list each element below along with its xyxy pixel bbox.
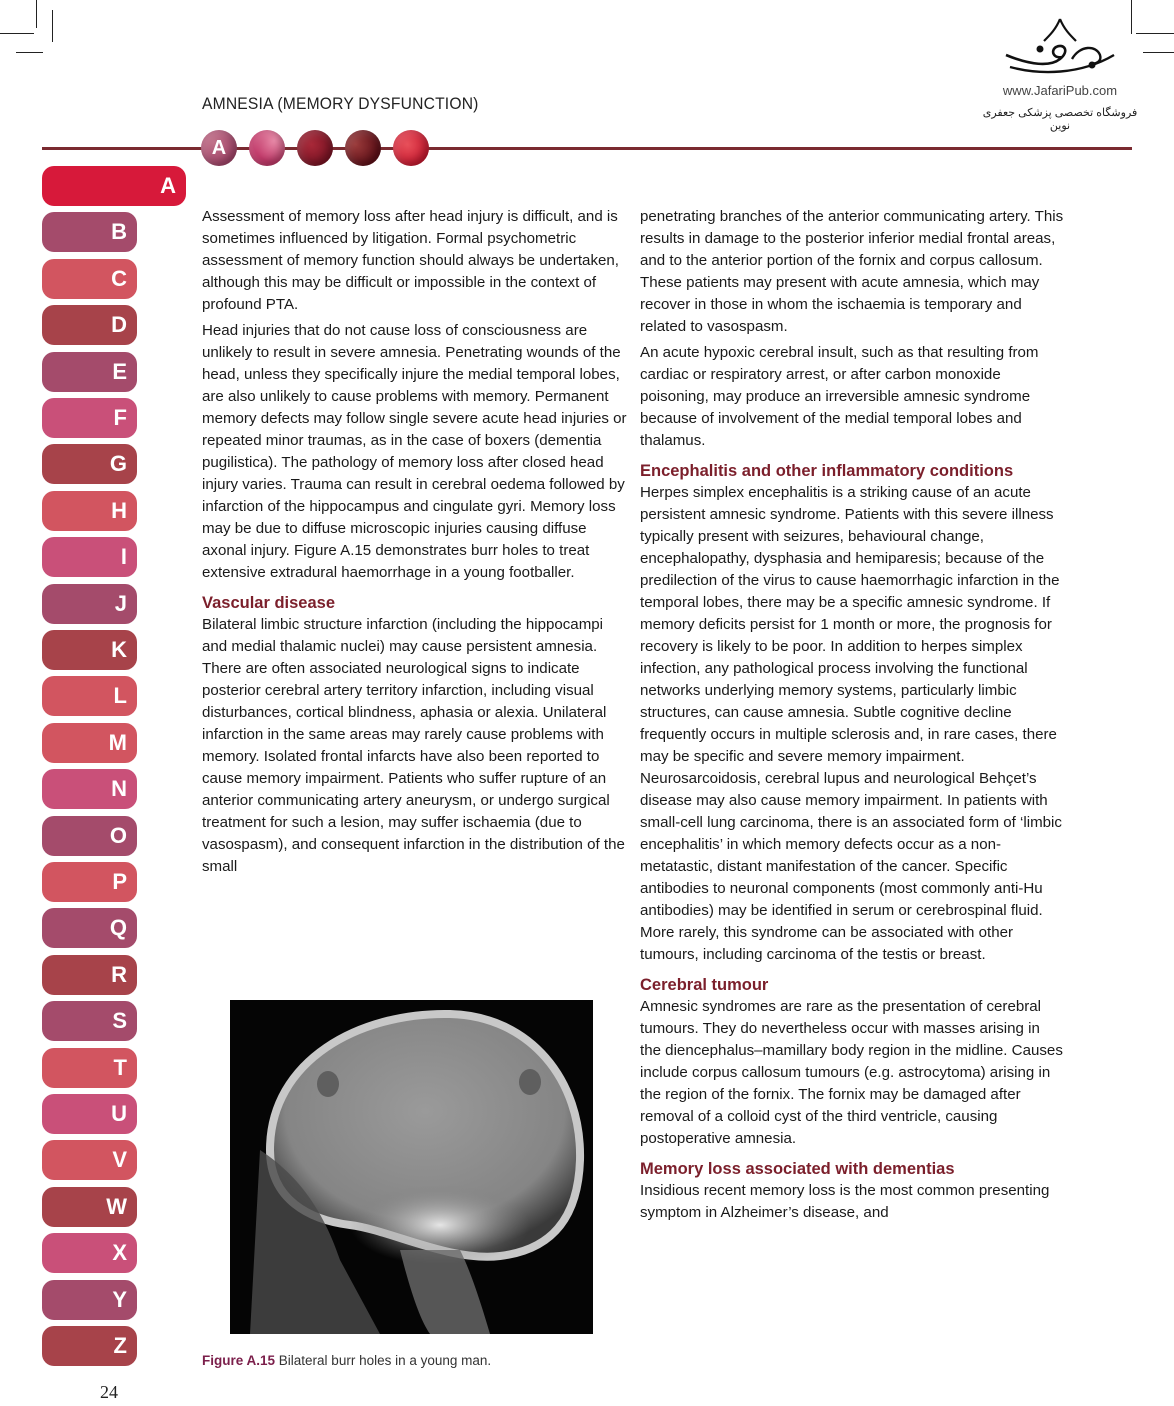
tab-label: F (113, 405, 127, 430)
tab-label: T (113, 1054, 127, 1080)
paragraph: An acute hypoxic cerebral insult, such as that resulting from cardiac or respiratory arrest, or after carbon monoxide poisoning, may produce an irreversible amnesic syndrome because of involvement of the medial temporal lobes and thalamus. (640, 344, 1039, 449)
figure-caption-text: Bilateral burr holes in a young man. (275, 1353, 492, 1368)
crop-mark (16, 52, 43, 53)
skull-xray-image-icon (230, 1000, 593, 1334)
tab-label: Q (109, 915, 127, 941)
tab-letter-c[interactable] (42, 259, 137, 299)
crop-mark (36, 0, 37, 28)
tab-letter-n[interactable] (42, 769, 137, 809)
tab-letter-v[interactable] (42, 1140, 137, 1180)
section-dot-letter (201, 130, 237, 166)
figure-label: Figure A.15 (202, 1353, 276, 1368)
tab-label: R (111, 961, 127, 987)
paragraph: Insidious recent memory loss is the most common presenting symptom in Alzheimer’s disease, and (640, 1182, 1050, 1221)
tab-label: D (111, 312, 127, 338)
paragraph: Assessment of memory loss after head injury is difficult, and is sometimes influenced by litigation. Formal psychometric assessment of memory function should always be undertaken, although this may be difficult or impossible in the context of profound PTA. (202, 208, 619, 313)
tab-letter-s[interactable] (42, 1001, 137, 1041)
tab-letter-w[interactable] (42, 1187, 137, 1227)
crop-mark (0, 33, 34, 34)
tab-label: V (112, 1147, 127, 1173)
tab-letter-z[interactable] (42, 1326, 137, 1366)
section-heading-tumour: Cerebral tumour (640, 976, 769, 994)
tab-letter-a[interactable] (42, 166, 186, 206)
tab-label: A (160, 173, 176, 198)
section-dot-letter-label: A (211, 136, 227, 159)
section-dot (297, 130, 333, 166)
crop-mark (1143, 52, 1174, 53)
paragraph: Herpes simplex encephalitis is a striking cause of an acute persistent amnesic syndrome. Patients with this severe illness typically present with seizures, behavioural change, encephalopathy, dysphasia and hemiparesis; because of the predilection of the virus to cause haemorrhagic infarction in the temporal lobes, there may be a specific amnesic syndrome. If memory deficits persist for 1 month or more, the prognosis for recovery is likely to be poor. In addition to herpes simplex infection, any pathological process involving the functional networks underlying memory systems, particularly limbic structures, can cause amnesia. Subtle cognitive decline frequently occurs in multiple sclerosis and, in rare cases, there may be specific and severe memory impairment. Neurosarcoidosis, cerebral lupus and neurological Behçet’s disease may also cause memory impairment. In patients with small-cell lung carcinoma, there is an associated form of ‘limbic encephalitis’ in which memory defects occur as a non-metatastic, distant manifestation of the cancer. Specific antibodies to neuronal components (most commonly anti-Hu antibodies) may be identified in serum or cerebrospinal fluid. More rarely, this syndrome can be associated with other tumours, including carcinoma of the testis or breast. (640, 484, 1062, 963)
text-column-left (202, 206, 627, 882)
section-dot (345, 130, 381, 166)
tab-letter-q[interactable] (42, 908, 137, 948)
figure-skull-xray (230, 1000, 593, 1334)
section-dots (201, 130, 429, 166)
paragraph: Bilateral limbic structure infarction (including the hippocampi and medial thalamic nuclei) may cause persistent amnesia. There are often associated neurological signs to indicate posterior cerebral artery territory infarction, including visual disturbances, cortical blindness, aphasia or alexia. Unilateral infarction in the same areas may rarely cause problems with memory. Isolated frontal infarcts have also been reported to cause memory impairment. Patients who suffer rupture of an anterior communicating artery aneurysm, or undergo surgical treatment for such a lesion, may suffer ischaemia (due to vasospasm), and consequent infarction in the distribution of the small (202, 616, 625, 875)
tab-label: Y (112, 1286, 127, 1312)
tab-label: C (111, 265, 127, 291)
tab-letter-f[interactable] (42, 398, 137, 438)
tab-letter-o[interactable] (42, 816, 137, 856)
section-heading-encephalitis: Encephalitis and other inflammatory conditions (640, 462, 1014, 480)
section-heading-dementias: Memory loss associated with dementias (640, 1160, 955, 1178)
crop-mark (52, 10, 53, 42)
tab-letter-k[interactable] (42, 630, 137, 670)
tab-label: M (108, 729, 127, 755)
tab-letter-p[interactable] (42, 862, 137, 902)
tab-label: B (111, 219, 127, 245)
tab-label: L (113, 683, 127, 709)
section-dot (393, 130, 429, 166)
publisher-url: www.JafariPub.com (1002, 83, 1118, 98)
tab-label: P (112, 869, 127, 894)
figure-caption (202, 1353, 491, 1368)
tab-letter-j[interactable] (42, 584, 137, 624)
tab-letter-e[interactable] (42, 352, 137, 392)
tab-label: K (111, 637, 127, 662)
tab-label: E (112, 358, 127, 384)
tab-letter-l[interactable] (42, 676, 137, 716)
tab-letter-r[interactable] (42, 955, 137, 995)
tab-label: H (111, 497, 127, 523)
tab-letter-t[interactable] (42, 1048, 137, 1088)
tab-letter-y[interactable] (42, 1280, 137, 1320)
publisher-logo (975, 15, 1145, 132)
tab-label: I (120, 544, 127, 570)
tab-label: Z (113, 1333, 127, 1358)
tab-label: G (109, 451, 127, 477)
tab-letter-h[interactable] (42, 491, 137, 531)
text-column-right (640, 206, 1065, 1228)
tab-letter-x[interactable] (42, 1233, 137, 1273)
running-header-title: AMNESIA (MEMORY DYSFUNCTION) (202, 94, 479, 113)
publisher-tagline: فروشگاه تخصصی پزشکی جعفری نوین (982, 107, 1138, 132)
tab-label: W (106, 1193, 127, 1219)
paragraph: Amnesic syndromes are rare as the presentation of cerebral tumours. They do nevertheless occur with masses arising in the diencephalus–mamillary body region in the midline. Causes include corpus callosum tumours (e.g. astrocytoma) arising in the region of the fornix. The fornix may be damaged after removal of a colloid cyst of the third ventricle, causing postoperative amnesia. (640, 998, 1063, 1147)
tab-letter-m[interactable] (42, 723, 137, 763)
tab-letter-g[interactable] (42, 444, 137, 484)
tab-letter-d[interactable] (42, 305, 137, 345)
tab-label: N (111, 776, 127, 802)
paragraph: penetrating branches of the anterior communicating artery. This results in damage to the posterior inferior medial frontal areas, and to the anterior portion of the fornix and corpus callosum. These patients may present with acute amnesia, which may recover in those in whom the ischaemia is temporary and related to vasospasm. (640, 208, 1064, 335)
tab-letter-u[interactable] (42, 1094, 137, 1134)
tab-label: J (114, 590, 127, 616)
paragraph: Head injuries that do not cause loss of consciousness are unlikely to result in severe amnesia. Penetrating wounds of the head, unless they specifically injure the medial temporal lobes, are also unlikely to cause problems with memory. Permanent memory defects may follow single severe acute head injuries or repeated minor traumas, as in the case of boxers (dementia pugilistica). The pathology of memory loss after closed head injury varies. Trauma can result in cerebral oedema followed by infarction of the hippocampus and cingulate gyri. Memory loss may be due to diffuse microscopic injuries causing diffuse axonal injury. Figure A.15 demonstrates burr holes to treat extensive extradural haemorrhage in a young footballer. (202, 322, 627, 581)
tab-letter-i[interactable] (42, 537, 137, 577)
tab-letter-b[interactable] (42, 212, 137, 252)
tab-label: X (112, 1240, 127, 1266)
section-heading-vascular: Vascular disease (202, 594, 336, 612)
tab-label: S (112, 1008, 127, 1034)
tab-label: O (109, 822, 127, 848)
section-dot (249, 130, 285, 166)
page-number: 24 (100, 1382, 118, 1402)
calligraphy-logo-icon (1000, 15, 1120, 81)
tab-label: U (111, 1101, 127, 1126)
